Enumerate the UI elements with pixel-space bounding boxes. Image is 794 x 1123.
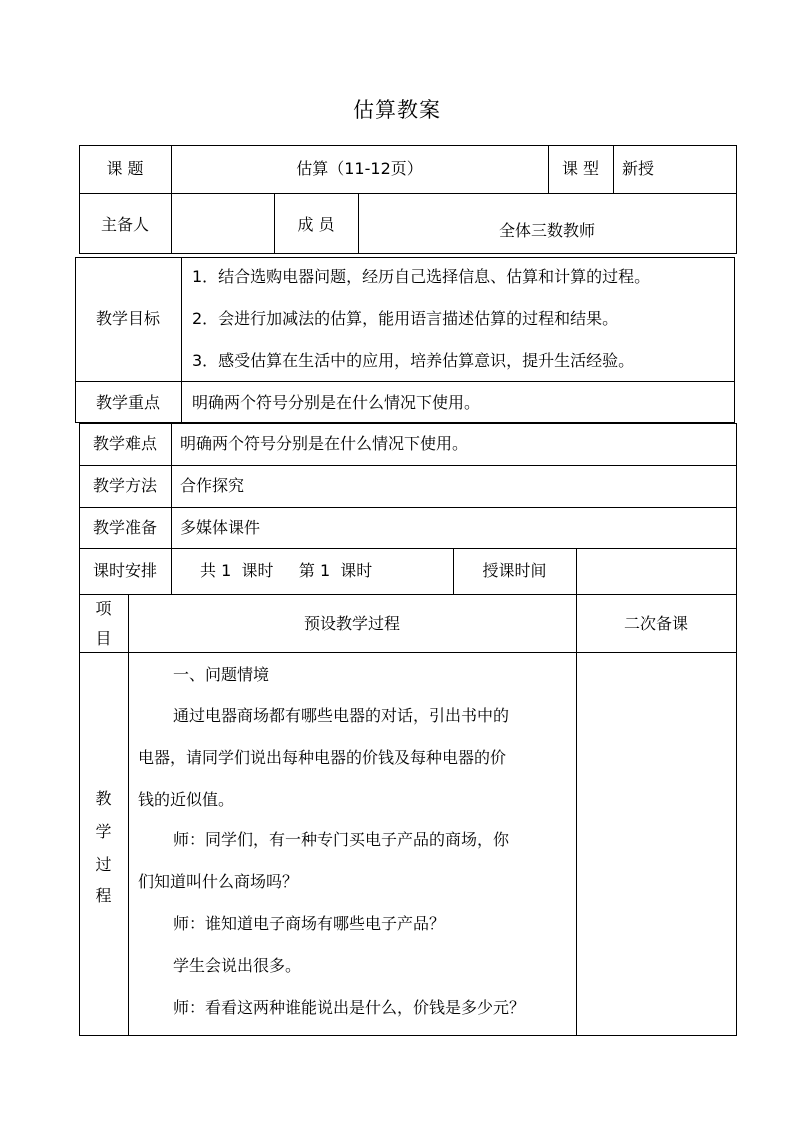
method-value: 合作探究 <box>180 476 245 495</box>
process-line: 们知道叫什么商场吗？ <box>138 872 299 891</box>
key-point-label: 教学重点 <box>95 393 160 412</box>
topic-value: 估算（11-12页） <box>296 159 423 178</box>
difficulty-label: 教学难点 <box>92 434 157 453</box>
process-line: 电器，请同学们说出每种电器的价钱及每种电器的价 <box>138 748 507 767</box>
process-side-char-1: 教 <box>95 789 112 808</box>
process-line: 师：谁知道电子商场有哪些电子产品？ <box>173 914 446 933</box>
process-header: 预设教学过程 <box>303 614 400 633</box>
members-value: 全体三数教师 <box>498 221 595 240</box>
process-side-char-2: 学 <box>95 822 112 841</box>
item-label-top: 项 <box>95 599 112 618</box>
prep-label: 教学准备 <box>92 518 157 537</box>
topic-label: 课 题 <box>106 159 144 178</box>
type-value: 新授 <box>622 159 655 178</box>
objective-3: 3．感受估算在生活中的应用，培养估算意识，提升生活经验。 <box>192 351 635 370</box>
schedule-label: 课时安排 <box>92 561 157 580</box>
prep-value: 多媒体课件 <box>180 518 261 537</box>
teach-time-label: 授课时间 <box>482 561 547 580</box>
process-line: 一、问题情境 <box>173 665 270 684</box>
method-label: 教学方法 <box>92 476 157 495</box>
difficulty-value: 明确两个符号分别是在什么情况下使用。 <box>180 434 469 453</box>
objective-2: 2．会进行加减法的估算，能用语言描述估算的过程和结果。 <box>192 309 619 328</box>
objectives-label: 教学目标 <box>95 309 160 328</box>
process-line: 钱的近似值。 <box>138 790 235 809</box>
key-point-value: 明确两个符号分别是在什么情况下使用。 <box>192 393 481 412</box>
item-label-bottom: 目 <box>95 629 112 648</box>
members-label: 成 员 <box>297 215 335 234</box>
second-prep-header: 二次备课 <box>623 614 688 633</box>
process-line: 师：看看这两种谁能说出是什么，价钱是多少元？ <box>173 998 526 1017</box>
process-line: 学生会说出很多。 <box>173 956 302 975</box>
process-side-char-3: 过 <box>95 855 112 874</box>
preparer-label: 主备人 <box>100 215 149 234</box>
process-line: 师：同学们，有一种专门买电子产品的商场，你 <box>173 830 510 849</box>
objective-1: 1．结合选购电器问题，经历自己选择信息、估算和计算的过程。 <box>192 267 651 286</box>
process-side-char-4: 程 <box>95 886 112 905</box>
process-line: 通过电器商场都有哪些电器的对话，引出书中的 <box>173 706 510 725</box>
type-label: 课 型 <box>561 159 600 178</box>
schedule-value: 共 1 课时 第 1 课时 <box>200 561 373 580</box>
page-title: 估算教案 <box>353 98 441 122</box>
